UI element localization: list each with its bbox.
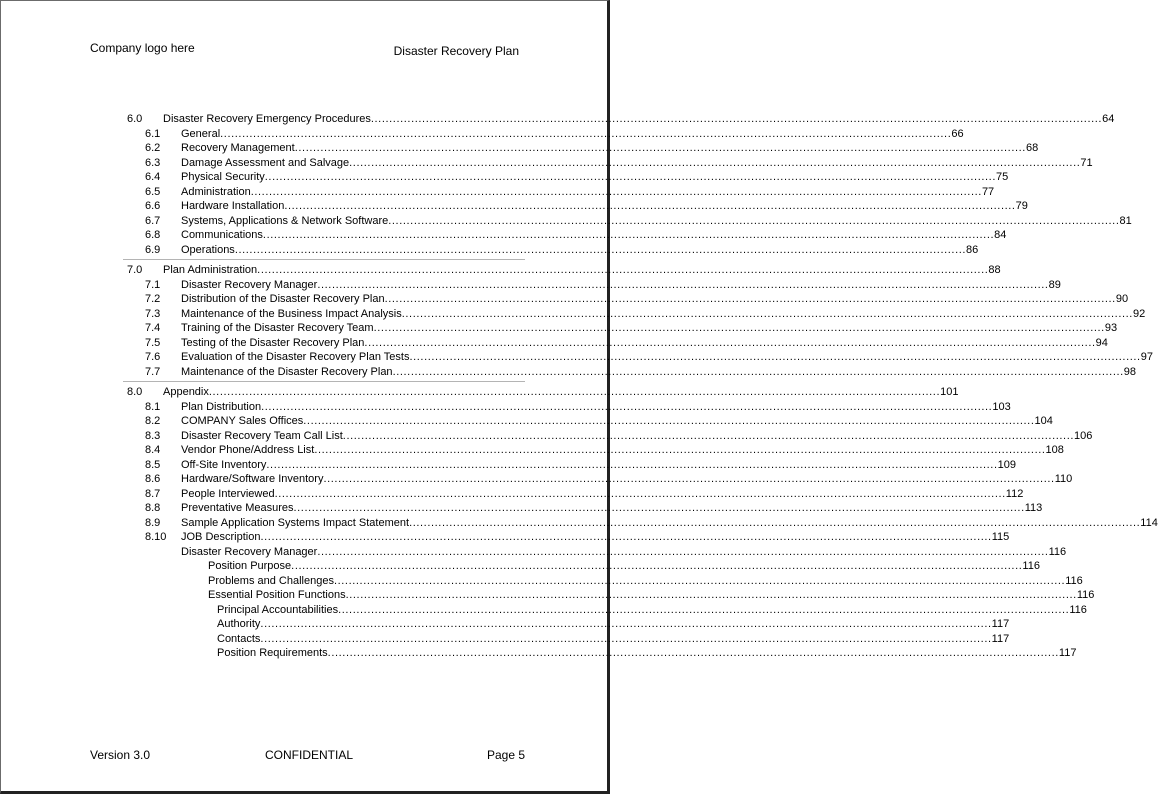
toc-entry[interactable]: [1, 141, 1039, 155]
toc-entry-number: 8.9: [145, 516, 161, 529]
toc-entry-page: 90: [1115, 293, 1129, 305]
toc-entry[interactable]: [1, 545, 1067, 559]
toc-entry[interactable]: [1, 199, 1028, 213]
toc-entry-number: 7.2: [145, 293, 161, 305]
toc-entry-title: Appendix: [163, 386, 209, 398]
document-title: Disaster Recovery Plan: [393, 44, 519, 58]
toc-entry-title: Physical Security: [181, 171, 265, 183]
toc-entry[interactable]: [1, 588, 1095, 602]
toc-entry-title: Contacts: [217, 632, 261, 645]
toc-dot-leader: ........................................................................................................................................................................................................: [392, 365, 1124, 378]
toc-entry[interactable]: [1, 263, 1001, 277]
toc-entry-page: 112: [1005, 487, 1024, 500]
toc-entry[interactable]: [1, 559, 1040, 573]
toc-entry-page: 116: [1048, 545, 1067, 558]
toc-entry[interactable]: [1, 185, 995, 199]
toc-dot-leader: ........................................................................................................................................................................................................: [409, 351, 1141, 363]
toc-entry-page: 101: [940, 386, 959, 398]
toc-entry-title: Damage Assessment and Salvage: [181, 156, 350, 169]
toc-entry-title: Systems, Applications & Network Software: [181, 214, 389, 227]
toc-entry[interactable]: [1, 127, 964, 141]
toc-entry-number: 8.1: [145, 400, 161, 413]
toc-entry-title: Administration: [181, 185, 251, 198]
toc-entry[interactable]: [1, 632, 1010, 646]
toc-entry[interactable]: [1, 458, 1016, 472]
toc-entry-title: People Interviewed: [181, 487, 275, 500]
footer-classification: CONFIDENTIAL: [265, 748, 354, 762]
toc-entry-title: Operations: [181, 243, 235, 256]
toc-entry-page: 117: [991, 618, 1010, 630]
toc-dot-leader: ........................................................................................................................................................................................................: [234, 243, 967, 256]
toc-entry-page: 92: [1132, 307, 1146, 320]
toc-entry-title: Position Purpose: [208, 560, 292, 572]
toc-entry[interactable]: [1, 278, 1061, 292]
toc-entry-page: 81: [1119, 214, 1132, 227]
toc-entry[interactable]: [1, 617, 1010, 631]
toc-entry-title: Preventative Measures: [181, 502, 294, 514]
toc-entry-number: 6.8: [145, 229, 161, 241]
toc-entry-page: 75: [996, 171, 1009, 183]
toc-entry-title: COMPANY Sales Offices: [181, 415, 304, 427]
toc-entry-page: 110: [1054, 473, 1073, 485]
toc-entry-number: 8.8: [145, 502, 161, 514]
toc-dot-leader: ........................................................................................................................................................................................................: [260, 531, 992, 543]
toc-entry-title: Disaster Recovery Manager: [181, 545, 318, 558]
toc-entry-number: 8.2: [145, 415, 161, 427]
toc-entry-number: 8.0: [127, 386, 143, 398]
toc-entry-page: 71: [1080, 156, 1093, 169]
toc-dot-leader: ........................................................................................................................................................................................................: [317, 278, 1049, 291]
toc-entry-title: Sample Application Systems Impact Statement: [181, 516, 410, 529]
toc-entry-number: 8.4: [145, 444, 161, 456]
toc-entry-title: Disaster Recovery Emergency Procedures: [163, 113, 371, 125]
toc-entry-number: 8.3: [145, 429, 161, 442]
toc-entry-title: Vendor Phone/Address List: [181, 444, 315, 456]
toc-entry[interactable]: [1, 516, 1158, 530]
toc-entry-number: 6.1: [145, 127, 161, 140]
toc-entry-page: 116: [1065, 574, 1083, 587]
toc-entry-title: Testing of the Disaster Recovery Plan: [181, 336, 365, 349]
toc-dot-leader: ........................................................................................................................................................................................................: [250, 185, 982, 198]
toc-dot-leader: ........................................................................................................................................................................................................: [257, 264, 989, 276]
toc-dot-leader: ........................................................................................................................................................................................................: [266, 458, 998, 471]
toc-entry-number: 8.7: [145, 487, 161, 500]
toc-dot-leader: ........................................................................................................................................................................................................: [317, 545, 1049, 558]
toc-entry-title: Maintenance of the Disaster Recovery Plan: [181, 365, 393, 378]
toc-entry[interactable]: [1, 646, 1077, 660]
toc-entry-page: 98: [1123, 365, 1137, 378]
toc-entry-page: 103: [992, 400, 1011, 413]
toc-dot-leader: ........................................................................................................................................................................................................: [314, 444, 1046, 456]
toc-entry[interactable]: [1, 170, 1009, 184]
toc-entry[interactable]: [1, 400, 1011, 414]
toc-entry-page: 116: [1069, 603, 1087, 616]
toc-dot-leader: ........................................................................................................................................................................................................: [373, 322, 1105, 334]
toc-entry-page: 109: [997, 458, 1016, 471]
toc-entry[interactable]: [1, 243, 979, 257]
toc-entry-number: 7.3: [145, 307, 161, 320]
toc-entry-page: 86: [966, 243, 979, 256]
section-divider: [123, 381, 525, 382]
toc-dot-leader: ........................................................................................................................................................................................................: [284, 200, 1016, 212]
toc-entry[interactable]: [1, 292, 1129, 306]
toc-entry-number: 7.1: [145, 278, 161, 291]
toc-dot-leader: ........................................................................................................................................................................................................: [388, 214, 1120, 227]
footer-version: Version 3.0: [90, 748, 151, 762]
toc-dot-leader: ........................................................................................................................................................................................................: [303, 415, 1035, 427]
toc-entry-page: 64: [1102, 113, 1115, 125]
toc-dot-leader: ........................................................................................................................................................................................................: [261, 400, 993, 413]
toc-dot-leader: ........................................................................................................................................................................................................: [293, 502, 1025, 514]
toc-entry-title: Position Requirements: [217, 647, 328, 659]
toc-entry-title: Disaster Recovery Manager: [181, 278, 318, 291]
toc-entry-title: Training of the Disaster Recovery Team: [181, 322, 374, 334]
toc-entry[interactable]: [1, 472, 1073, 486]
toc-entry[interactable]: [1, 336, 1108, 350]
toc-entry-page: 89: [1048, 278, 1061, 291]
toc-entry[interactable]: [1, 443, 1064, 457]
toc-entry[interactable]: [1, 214, 1132, 228]
footer-page-number: Page 5: [487, 748, 526, 762]
toc-entry[interactable]: [1, 429, 1093, 443]
toc-entry-number: 8.6: [145, 473, 161, 485]
toc-dot-leader: ........................................................................................................................................................................................................: [260, 632, 992, 645]
toc-entry-page: 117: [991, 632, 1010, 645]
section-divider: [123, 259, 525, 260]
toc-entry-title: JOB Description: [181, 531, 261, 543]
toc-entry-page: 97: [1140, 351, 1153, 363]
toc-entry-title: Plan Administration: [163, 264, 258, 276]
toc-entry-number: 7.6: [145, 351, 161, 363]
toc-entry-number: 6.3: [145, 156, 161, 169]
toc-dot-leader: ........................................................................................................................................................................................................: [291, 560, 1023, 572]
toc-entry[interactable]: [1, 414, 1053, 428]
toc-dot-leader: ........................................................................................................................................................................................................: [333, 574, 1066, 587]
toc-dot-leader: ........................................................................................................................................................................................................: [345, 589, 1077, 601]
toc-entry-page: 79: [1015, 200, 1028, 212]
toc-entry[interactable]: [1, 350, 1153, 364]
toc-entry-title: Disaster Recovery Team Call List: [181, 429, 343, 442]
company-logo-placeholder: Company logo here: [90, 41, 195, 55]
toc-entry-title: Evaluation of the Disaster Recovery Plan Tests: [181, 351, 410, 363]
toc-entry-number: 6.2: [145, 142, 161, 154]
toc-entry-page: 108: [1045, 444, 1064, 456]
toc-entry-page: 66: [951, 127, 964, 140]
toc-dot-leader: ........................................................................................................................................................................................................: [384, 293, 1116, 305]
toc-dot-leader: ........................................................................................................................................................................................................: [260, 618, 992, 630]
toc-entry[interactable]: [1, 156, 1093, 170]
toc-dot-leader: ........................................................................................................................................................................................................: [274, 487, 1006, 500]
toc-entry-title: Hardware Installation: [181, 200, 285, 212]
toc-dot-leader: ........................................................................................................................................................................................................: [327, 647, 1059, 659]
toc-entry-title: Problems and Challenges: [208, 574, 334, 587]
toc-entry-page: 117: [1058, 647, 1077, 659]
toc-dot-leader: ........................................................................................................................................................................................................: [370, 113, 1103, 125]
toc-entry-title: Hardware/Software Inventory: [181, 473, 324, 485]
toc-entry-number: 6.4: [145, 171, 161, 183]
toc-entry[interactable]: [1, 501, 1043, 515]
toc-entry-title: Plan Distribution: [181, 400, 262, 413]
toc-entry-page: 116: [1076, 589, 1095, 601]
toc-entry-page: 84: [994, 229, 1007, 241]
toc-entry-page: 68: [1025, 142, 1039, 154]
toc-dot-leader: ........................................................................................................................................................................................................: [409, 516, 1141, 529]
toc-dot-leader: ........................................................................................................................................................................................................: [401, 307, 1133, 320]
toc-entry-page: 115: [991, 531, 1010, 543]
toc-dot-leader: ........................................................................................................................................................................................................: [208, 386, 941, 398]
toc-entry-page: 93: [1104, 322, 1118, 334]
toc-entry[interactable]: [1, 385, 959, 399]
toc-dot-leader: ........................................................................................................................................................................................................: [264, 171, 996, 183]
toc-entry-page: 114: [1140, 516, 1158, 529]
toc-entry-title: Off-Site Inventory: [181, 458, 267, 471]
toc-dot-leader: ........................................................................................................................................................................................................: [323, 473, 1055, 485]
toc-entry[interactable]: [1, 228, 1007, 242]
toc-entry[interactable]: [1, 112, 1115, 126]
toc-entry-title: Maintenance of the Business Impact Analysis: [181, 307, 402, 320]
toc-entry-page: 113: [1024, 502, 1043, 514]
toc-entry-number: 7.7: [145, 365, 161, 378]
toc-dot-leader: ........................................................................................................................................................................................................: [342, 429, 1075, 442]
toc-entry-title: Recovery Management: [181, 142, 295, 154]
toc-entry-number: 7.0: [127, 264, 143, 276]
toc-entry[interactable]: [1, 365, 1137, 379]
toc-entry-number: 8.5: [145, 458, 161, 471]
toc-entry-number: 6.9: [145, 243, 161, 256]
toc-entry[interactable]: [1, 321, 1118, 335]
toc-entry-page: 94: [1095, 336, 1108, 349]
toc-entry-number: 6.5: [145, 185, 161, 198]
toc-dot-leader: ........................................................................................................................................................................................................: [349, 156, 1081, 169]
toc-entry[interactable]: [1, 603, 1087, 617]
toc-entry-page: 104: [1034, 415, 1053, 427]
toc-entry[interactable]: [1, 487, 1024, 501]
toc-entry[interactable]: [1, 530, 1010, 544]
toc-dot-leader: ........................................................................................................................................................................................................: [294, 142, 1026, 154]
toc-entry-title: General: [181, 127, 221, 140]
toc-dot-leader: ........................................................................................................................................................................................................: [262, 229, 995, 241]
toc-entry[interactable]: [1, 574, 1083, 588]
toc-entry-number: 8.10: [145, 531, 167, 543]
toc-entry-number: 6.7: [145, 214, 161, 227]
toc-dot-leader: ........................................................................................................................................................................................................: [220, 127, 952, 140]
toc-entry-page: 88: [988, 264, 1001, 276]
toc-entry-number: 7.5: [145, 336, 161, 349]
toc-entry-page: 77: [981, 185, 995, 198]
toc-entry[interactable]: [1, 307, 1146, 321]
toc-entry-number: 6.6: [145, 200, 161, 212]
toc-entry-number: 7.4: [145, 322, 161, 334]
toc-dot-leader: ........................................................................................................................................................................................................: [338, 603, 1070, 616]
toc-entry-number: 6.0: [127, 113, 143, 125]
toc-entry-title: Communications: [181, 229, 263, 241]
toc-entry-title: Authority: [217, 618, 261, 630]
toc-entry-page: 106: [1074, 429, 1093, 442]
toc-entry-title: Distribution of the Disaster Recovery Plan: [181, 293, 385, 305]
toc-entry-title: Essential Position Functions: [208, 589, 346, 601]
toc-dot-leader: ........................................................................................................................................................................................................: [364, 336, 1096, 349]
toc-entry-page: 116: [1022, 560, 1040, 572]
toc-entry-title: Principal Accountabilities: [217, 603, 339, 616]
